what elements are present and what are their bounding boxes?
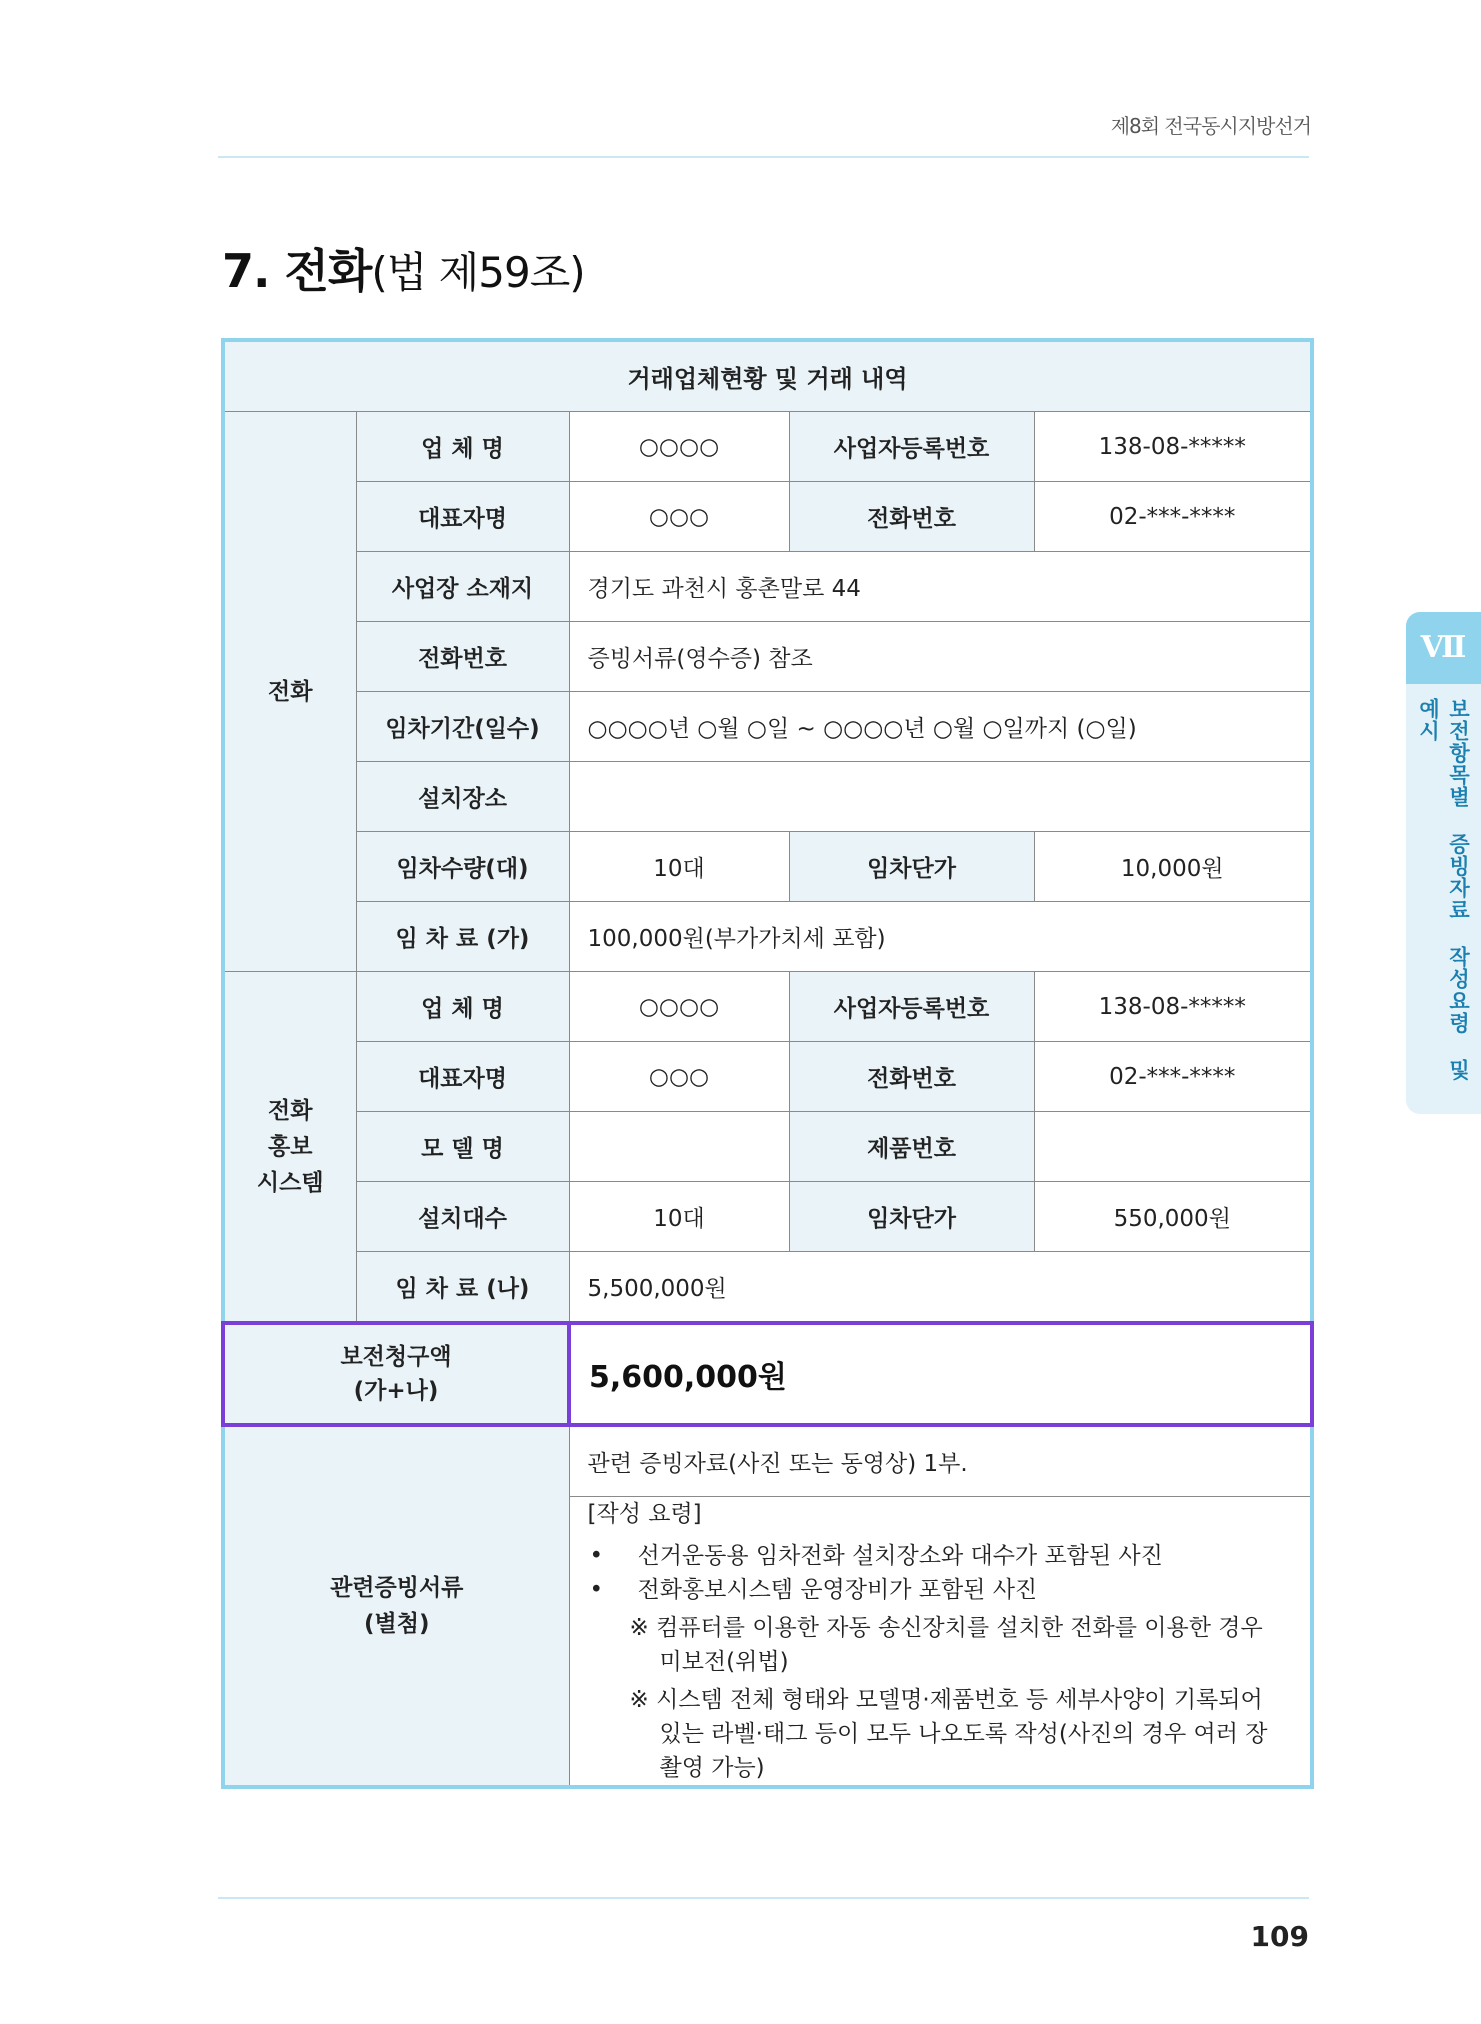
bullet-icon: • [589, 1543, 604, 1569]
list-item-text: 선거운동용 임차전화 설치장소와 대수가 포함된 사진 [637, 1543, 1163, 1569]
regno-value: 138-08-***** [1034, 972, 1312, 1042]
product-no-value [1034, 1112, 1312, 1182]
unit-price-value: 10,000원 [1034, 832, 1312, 902]
total-value: 5,600,000원 [569, 1323, 1312, 1425]
qty-label: 임차수량(대) [356, 832, 569, 902]
transaction-table [221, 338, 1314, 1789]
regno-label: 사업자등록번호 [789, 412, 1034, 482]
group-label-line: 전화 [268, 1097, 313, 1124]
total-label-line: 보전청구액 [340, 1344, 452, 1370]
company-value: ○○○○ [569, 972, 789, 1042]
period-label: 임차기간(일수) [356, 692, 569, 762]
qty-value: 10대 [569, 832, 789, 902]
rep-label: 대표자명 [356, 482, 569, 552]
page-number: 109 [1250, 1920, 1309, 1953]
rep-label: 대표자명 [356, 1042, 569, 1112]
note-item: ※ 시스템 전체 형태와 모델명·제품번호 등 세부사양이 기록되어 있는 라벨·태그 등이 모두 나오도록 작성(사진의 경우 여러 장 촬영 가능) [629, 1687, 1268, 1781]
bullet-icon: • [589, 1577, 604, 1603]
product-no-label: 제품번호 [789, 1112, 1034, 1182]
period-value: ○○○○년 ○월 ○일 ~ ○○○○년 ○월 ○일까지 (○일) [569, 692, 1312, 762]
evidence-label [223, 1425, 569, 1787]
unit-price-label: 임차단가 [789, 832, 1034, 902]
section-title [222, 235, 585, 301]
address-value: 경기도 과천시 홍촌말로 44 [569, 552, 1312, 622]
chapter-number: Ⅶ [1406, 612, 1481, 684]
note-item: ※ 컴퓨터를 이용한 자동 송신장치를 설치한 전화를 이용한 경우 미보전(위법) [629, 1615, 1263, 1675]
phone2-label: 전화번호 [356, 622, 569, 692]
company-value: ○○○○ [569, 412, 789, 482]
model-label: 모 델 명 [356, 1112, 569, 1182]
group-label-line: 시스템 [256, 1169, 324, 1196]
evidence-summary: 관련 증빙자료(사진 또는 동영상) 1부. [569, 1425, 1312, 1497]
list-item [588, 1539, 1293, 1573]
company-label: 업 체 명 [356, 412, 569, 482]
section-title-main: 7. 전화 [222, 244, 372, 298]
place-value [569, 762, 1312, 832]
rep-value: ○○○ [569, 1042, 789, 1112]
model-value [569, 1112, 789, 1182]
group-label-line: 홍보 [268, 1133, 313, 1160]
unit-price-label: 임차단가 [789, 1182, 1034, 1252]
list-item [588, 1573, 1293, 1607]
list-item-text: 전화홍보시스템 운영장비가 포함된 사진 [637, 1577, 1038, 1603]
rep-value: ○○○ [569, 482, 789, 552]
table-title: 거래업체현황 및 거래 내역 [223, 340, 1312, 412]
unit-price-value: 550,000원 [1034, 1182, 1312, 1252]
total-label [223, 1323, 569, 1425]
phone-value: 02-***-**** [1034, 1042, 1312, 1112]
company-label: 업 체 명 [356, 972, 569, 1042]
phone2-value: 증빙서류(영수증) 참조 [569, 622, 1312, 692]
fee-label: 임 차 료 (가) [356, 902, 569, 972]
evidence-label-line: 관련증빙서류 [330, 1575, 464, 1601]
address-label: 사업장 소재지 [356, 552, 569, 622]
evidence-instructions [569, 1497, 1312, 1788]
fee-value: 100,000원(부가가치세 포함) [569, 902, 1312, 972]
phone-label: 전화번호 [789, 482, 1034, 552]
section-title-sub: (법 제59조) [371, 248, 585, 297]
group-label-phone: 전화 [223, 412, 356, 972]
evidence-label-line: (별첨) [364, 1611, 430, 1637]
header-divider [218, 156, 1309, 158]
install-count-label: 설치대수 [356, 1182, 569, 1252]
phone-value: 02-***-**** [1034, 482, 1312, 552]
chapter-title: 보전항목별 증빙자료 작성요령 및 예시 [1416, 698, 1471, 1081]
fee-value: 5,500,000원 [569, 1252, 1312, 1324]
regno-label: 사업자등록번호 [789, 972, 1034, 1042]
instructions-heading: [작성 요령] [587, 1501, 702, 1527]
footer-divider [218, 1897, 1309, 1899]
phone-label: 전화번호 [789, 1042, 1034, 1112]
regno-value: 138-08-***** [1034, 412, 1312, 482]
place-label: 설치장소 [356, 762, 569, 832]
group-label-system [223, 972, 356, 1324]
total-label-line: (가+나) [353, 1378, 439, 1404]
install-count-value: 10대 [569, 1182, 789, 1252]
chapter-side-tab [1406, 612, 1481, 1114]
fee-label: 임 차 료 (나) [356, 1252, 569, 1324]
running-header: 제8회 전국동시지방선거 [1110, 114, 1311, 138]
